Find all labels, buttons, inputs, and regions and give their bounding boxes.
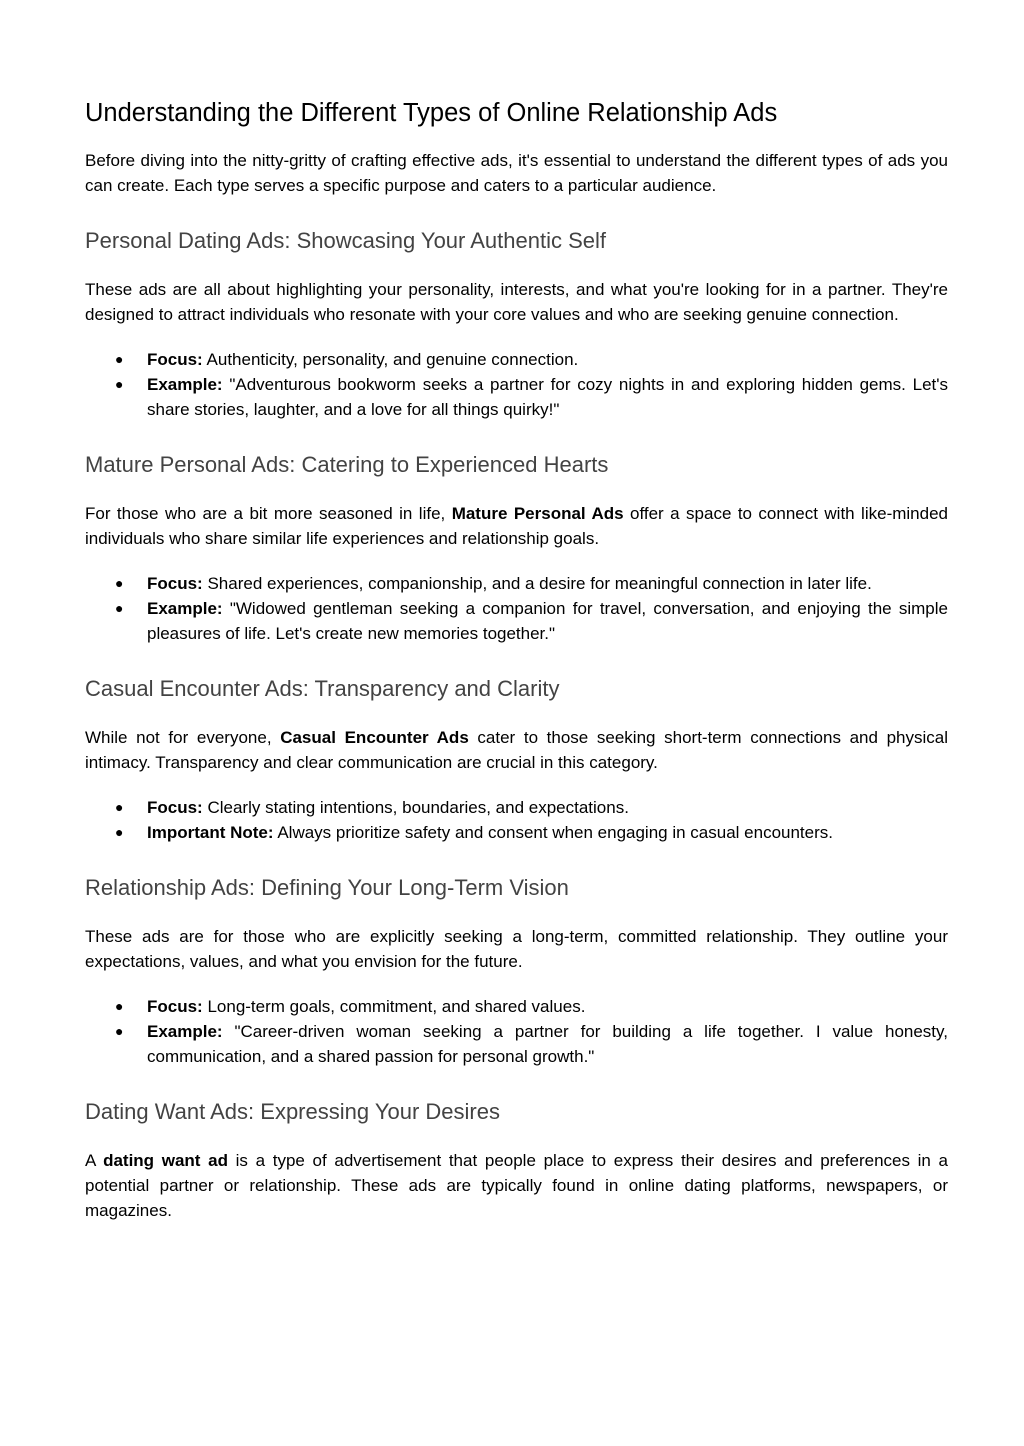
paragraph-text: offer a space to connect with like-minded individuals who share similar life experiences and relationship goals. [85,504,948,548]
bullet-label: Focus: [147,798,203,817]
bullet-text: Always prioritize safety and consent when engaging in casual encounters. [273,823,833,842]
list-item [147,1019,948,1069]
bullet-text: "Adventurous bookworm seeks a partner for cozy nights in and exploring hidden gems. Let's share stories, laughter, and a love for all things quirky!" [147,375,948,419]
paragraph-text: is a type of advertisement that people place to express their desires and preferences in a potential partner or relationship. These ads are typically found in online dating platforms, newspapers, or magazines. [85,1151,949,1220]
section-heading-personal-dating: Personal Dating Ads: Showcasing Your Authentic Self [85,228,607,253]
page-title: Understanding the Different Types of Online Relationship Ads [85,99,778,127]
section-heading-mature-personal: Mature Personal Ads: Catering to Experienced Hearts [85,452,609,477]
bullet-text: "Widowed gentleman seeking a companion for travel, conversation, and enjoying the simple pleasures of life. Let's create new memories together." [147,599,948,643]
section-paragraph-dating-want [85,1148,948,1223]
paragraph-bold-text: dating want ad [103,1151,228,1170]
paragraph-bold-text: Mature Personal Ads [451,504,624,523]
section-paragraph-relationship: These ads are for those who are explicitly seeking a long-term, committed relationship. They outline your expectations, values, and what you envision for the future. [85,927,948,971]
list-item [147,795,948,820]
section-paragraph-casual-encounter [85,725,948,775]
bullet-label: Focus: [147,997,203,1016]
paragraph-text: While not for everyone, [85,728,281,747]
paragraph-text: A [85,1151,104,1170]
list-item [147,571,948,596]
list-item [147,994,948,1019]
bullet-label: Example: [147,1022,223,1041]
bullet-label: Focus: [147,350,203,369]
section-paragraph-mature-personal [85,501,948,551]
bullet-label: Focus: [147,574,203,593]
bullet-text: Long-term goals, commitment, and shared values. [202,997,586,1016]
paragraph-bold-text: Casual Encounter Ads [280,728,469,747]
section-heading-relationship: Relationship Ads: Defining Your Long-Term Vision [85,875,569,900]
bullet-list-mature-personal [85,571,948,646]
bullet-label: Example: [147,375,223,394]
paragraph-text: cater to those seeking short-term connections and physical intimacy. Transparency and clear communication are crucial in this category. [85,728,949,772]
list-item [147,347,948,372]
list-item [147,596,948,646]
section-heading-dating-want: Dating Want Ads: Expressing Your Desires [85,1099,500,1124]
intro-paragraph: Before diving into the nitty-gritty of crafting effective ads, it's essential to understand the different types of ads you can create. Each type serves a specific purpose and caters to a particular audience. [85,151,948,195]
bullet-text: Shared experiences, companionship, and a desire for meaningful connection in later life. [202,574,872,593]
section-heading-casual-encounter: Casual Encounter Ads: Transparency and Clarity [85,676,560,701]
bullet-list-relationship [85,994,948,1069]
document-body [85,96,948,1223]
bullet-list-personal-dating [85,347,948,422]
bullet-list-casual-encounter [85,795,948,845]
bullet-label: Important Note: [147,823,274,842]
section-paragraph-personal-dating: These ads are all about highlighting your personality, interests, and what you're looking for in a partner. They're designed to attract individuals who resonate with your core values and who are seeking genuine connection. [85,280,948,324]
list-item [147,820,948,845]
bullet-text: Authenticity, personality, and genuine connection. [202,350,579,369]
bullet-label: Example: [147,599,223,618]
bullet-text: Clearly stating intentions, boundaries, and expectations. [202,798,629,817]
paragraph-text: For those who are a bit more seasoned in life, [85,504,452,523]
list-item [147,372,948,422]
bullet-text: "Career-driven woman seeking a partner for building a life together. I value honesty, communication, and a shared passion for personal growth." [147,1022,948,1066]
